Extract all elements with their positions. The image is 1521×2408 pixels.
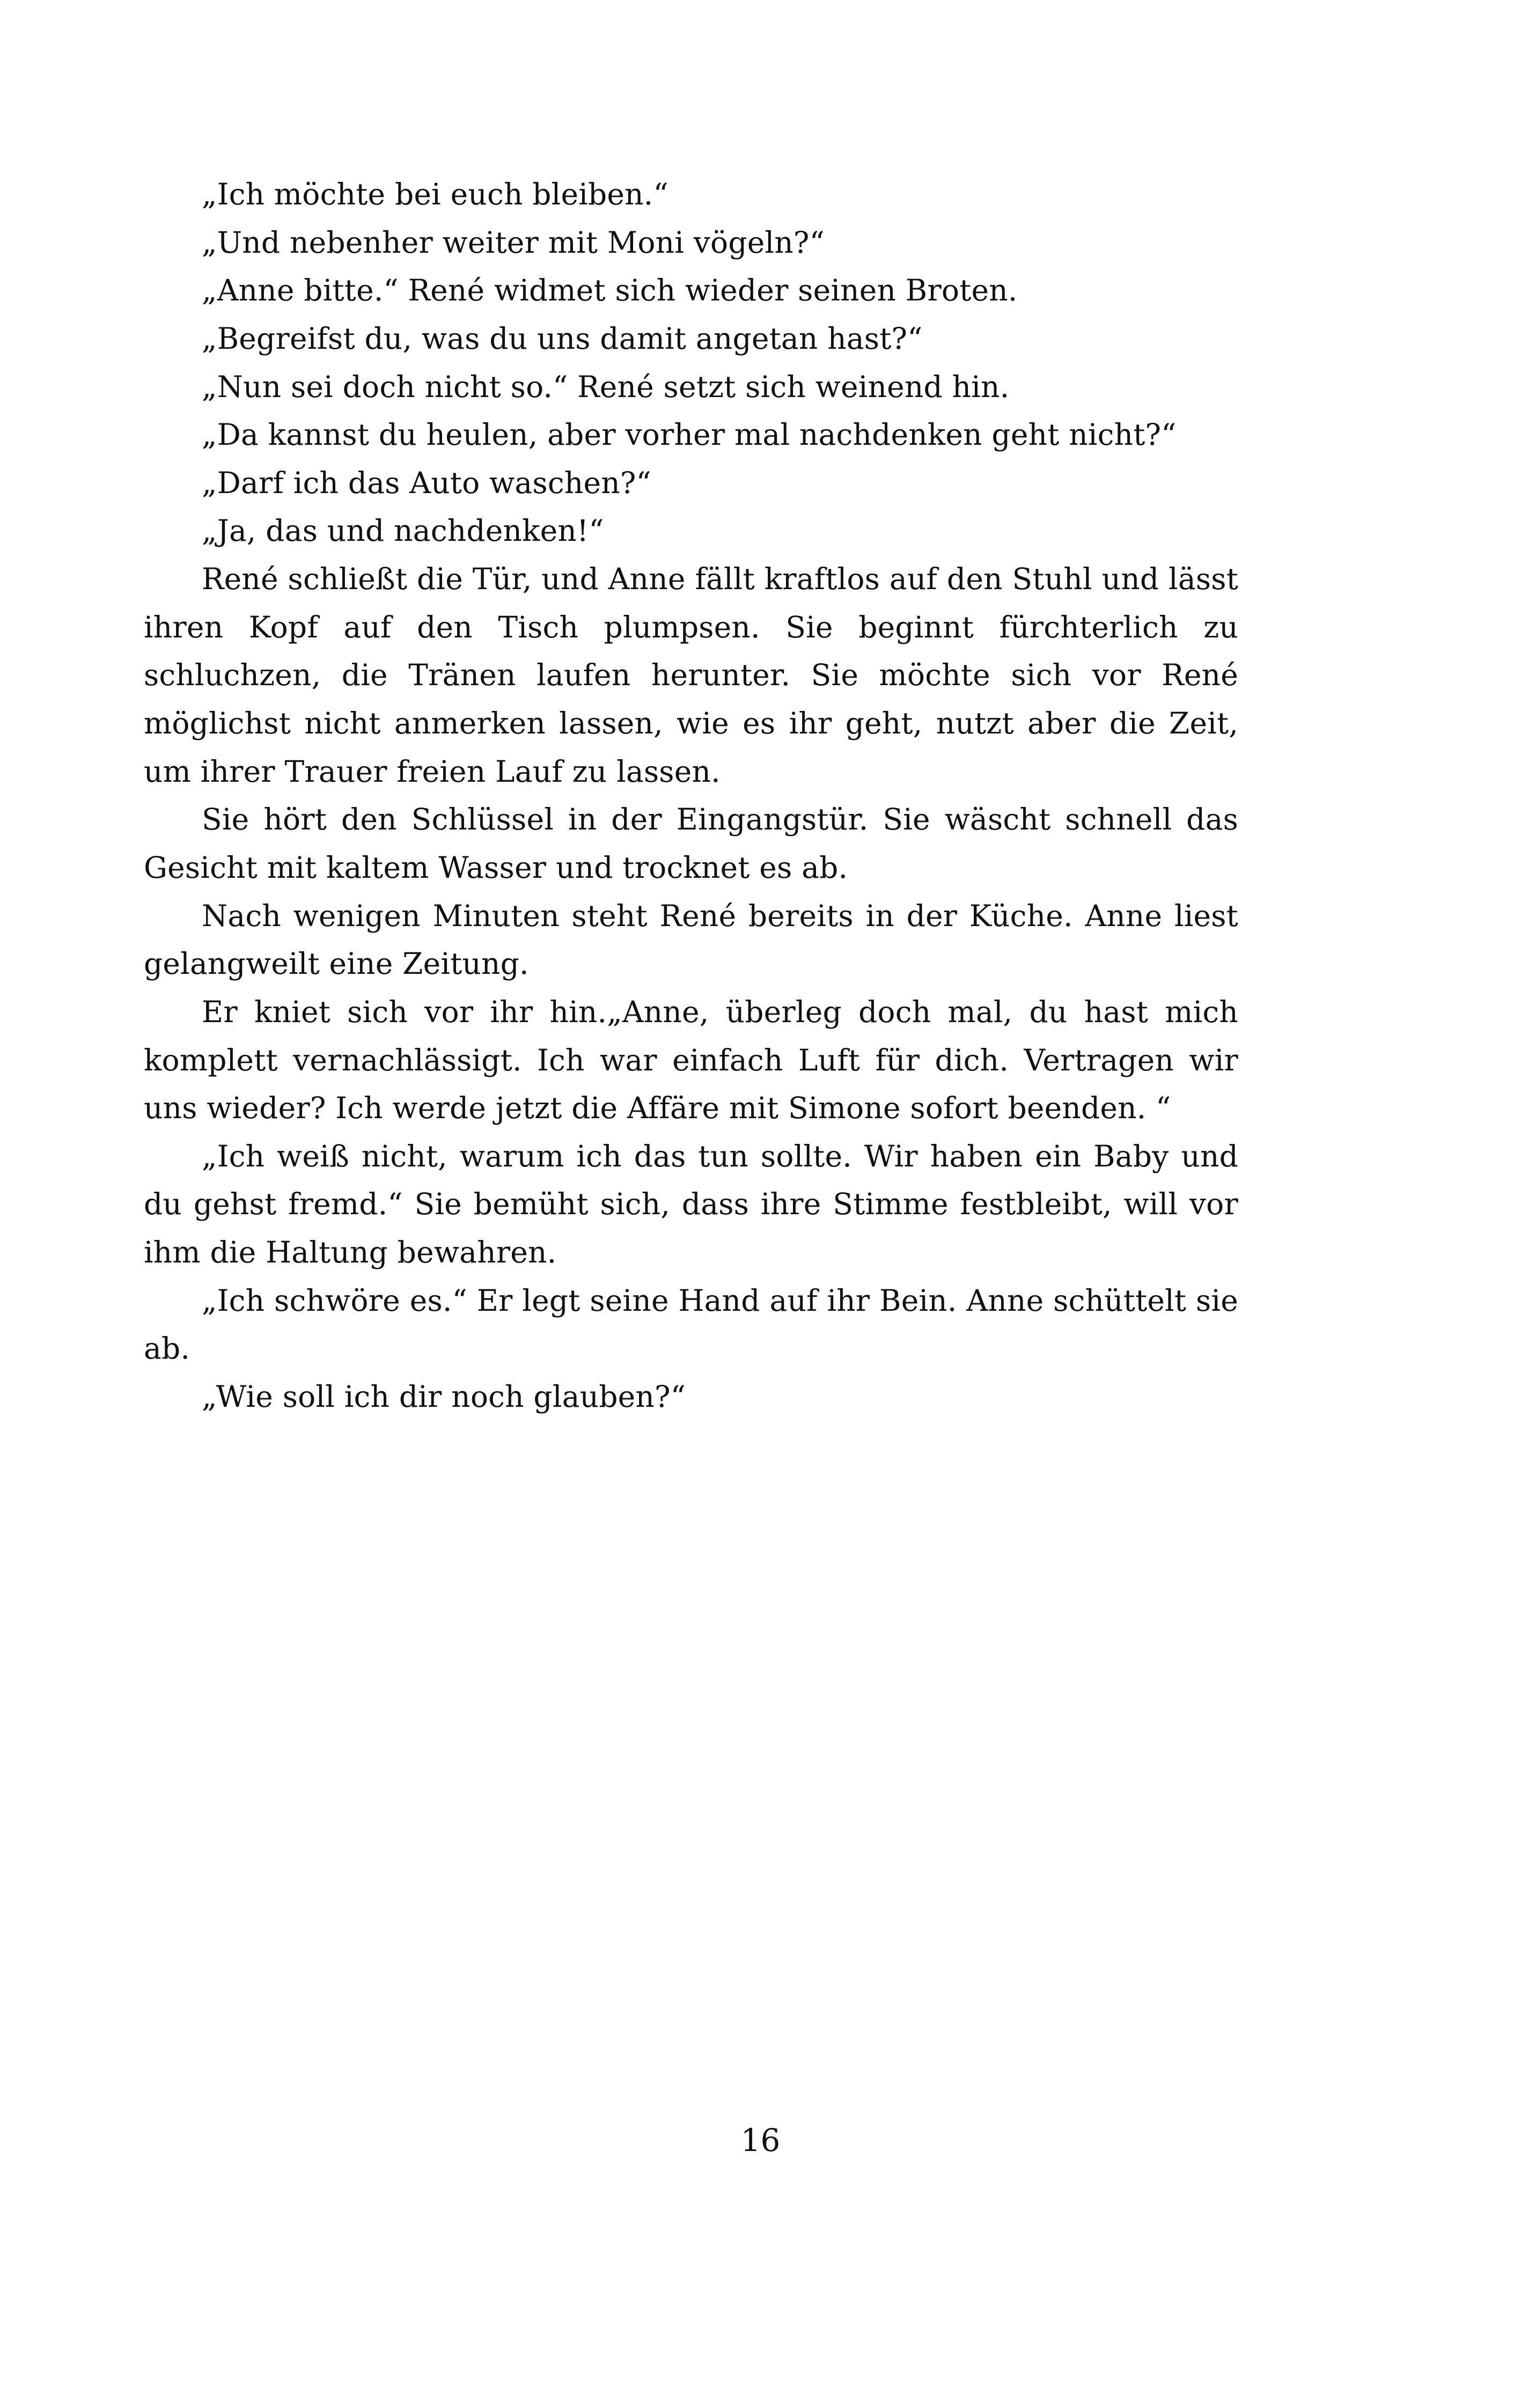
paragraph: „Ich schwöre es.“ Er legt seine Hand auf ihr Bein. Anne schüttelt sie ab. bbox=[144, 1283, 1238, 1366]
paragraph: „Anne bitte.“ René widmet sich wieder seinen Broten. bbox=[202, 273, 1018, 308]
paragraph: „Da kannst du heulen, aber vorher mal nachdenken geht nicht?“ bbox=[202, 417, 1177, 452]
paragraph: René schließt die Tür, und Anne fällt kraftlos auf den Stuhl und lässt ihren Kopf auf den Tisch plumpsen. Sie beginnt fürchterlich zu schluchzen, die Tränen laufen herunter. Sie möchte sich vor René möglichst nicht anmerken lassen, wie es ihr geht, nutzt aber die Zeit, um ihrer Trauer freien Lauf zu lassen. bbox=[144, 562, 1238, 789]
paragraph: „Wie soll ich dir noch glauben?“ bbox=[202, 1379, 686, 1414]
paragraph: Nach wenigen Minuten steht René bereits in der Küche. Anne liest gelangweilt eine Zeitung. bbox=[144, 898, 1238, 981]
paragraph: „Darf ich das Auto waschen?“ bbox=[202, 465, 651, 500]
body-text bbox=[144, 171, 1238, 1421]
paragraph: „Begreifst du, was du uns damit angetan hast?“ bbox=[202, 321, 923, 356]
paragraph: „Ich weiß nicht, warum ich das tun sollte. Wir haben ein Baby und du gehst fremd.“ Sie bemüht sich, dass ihre Stimme festbleibt, will vor ihm die Haltung bewahren. bbox=[144, 1139, 1238, 1270]
paragraph: Er kniet sich vor ihr hin.„Anne, überleg doch mal, du hast mich komplett vernachlässigt. Ich war einfach Luft für dich. Vertragen wir uns wieder? Ich werde jetzt die Affäre mit Simone sofort beenden. “ bbox=[144, 994, 1238, 1126]
paragraph: „Ja, das und nachdenken!“ bbox=[202, 513, 604, 548]
paragraph: „Und nebenher weiter mit Moni vögeln?“ bbox=[202, 225, 825, 260]
paragraph: „Nun sei doch nicht so.“ René setzt sich weinend hin. bbox=[202, 369, 1010, 404]
paragraph: Sie hört den Schlüssel in der Eingangstür. Sie wäscht schnell das Gesicht mit kaltem Wasser und trocknet es ab. bbox=[144, 802, 1238, 885]
page-number: 16 bbox=[740, 2122, 781, 2159]
paragraph: „Ich möchte bei euch bleiben.“ bbox=[202, 177, 668, 211]
